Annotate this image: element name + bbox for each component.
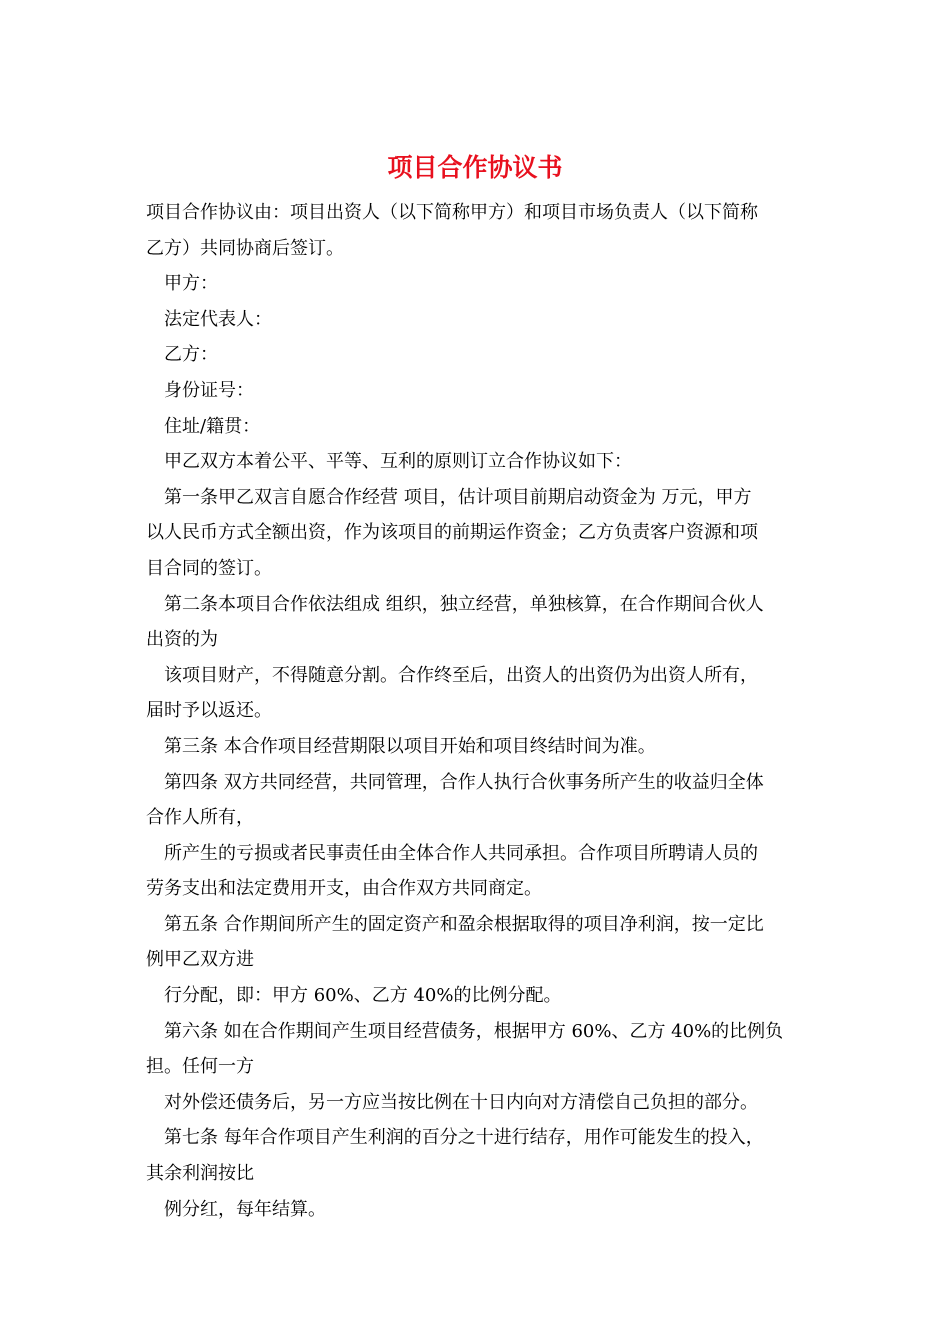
- party-b-label: 乙方：: [164, 344, 218, 366]
- article-4-line: 第四条 双方共同经营，共同管理，合作人执行合伙事务所产生的收益归全体: [164, 771, 764, 793]
- article-1-line: 目合同的签订。: [146, 557, 272, 579]
- article-6-line: 对外偿还债务后，另一方应当按比例在十日内向对方清偿自己负担的部分。: [164, 1091, 758, 1113]
- article-7-line: 第七条 每年合作项目产生利润的百分之十进行结存，用作可能发生的投入，: [164, 1127, 764, 1149]
- article-2-line: 出资的为: [146, 629, 218, 651]
- article-1-line: 以人民币方式全额出资，作为该项目的前期运作资金；乙方负责客户资源和项: [146, 522, 758, 544]
- article-5-line: 例甲乙双方进: [146, 949, 254, 971]
- article-3-line: 第三条 本合作项目经营期限以项目开始和项目终结时间为准。: [164, 735, 656, 757]
- address-label: 住址/籍贯：: [164, 415, 261, 437]
- article-4-line: 合作人所有，: [146, 807, 254, 829]
- article-7-line: 例分红，每年结算。: [164, 1198, 326, 1220]
- paragraph-line: 甲乙双方本着公平、平等、互利的原则订立合作协议如下：: [164, 451, 632, 473]
- article-4-line: 所产生的亏损或者民事责任由全体合作人共同承担。合作项目所聘请人员的: [164, 842, 758, 864]
- article-2-line: 第二条本项目合作依法组成 组织，独立经营，单独核算，在合作期间合伙人: [164, 593, 764, 615]
- id-number-label: 身份证号：: [164, 379, 254, 401]
- article-7-line: 其余利润按比: [146, 1163, 254, 1185]
- party-a-label: 甲方：: [164, 273, 218, 295]
- document-body: [146, 195, 806, 1227]
- article-5-line: 行分配，即：甲方 60%、乙方 40%的比例分配。: [164, 985, 562, 1007]
- paragraph-line: 项目合作协议由：项目出资人（以下简称甲方）和项目市场负责人（以下简称: [146, 202, 758, 223]
- article-2-line: 该项目财产，不得随意分割。合作终至后，出资人的出资仍为出资人所有，: [164, 664, 758, 686]
- legal-representative-label: 法定代表人：: [164, 308, 272, 330]
- article-2-line: 届时予以返还。: [146, 700, 272, 722]
- document-title: 项目合作协议书: [387, 153, 563, 182]
- article-6-line: 第六条 如在合作期间产生项目经营债务，根据甲方 60%、乙方 40%的比例负: [164, 1020, 784, 1042]
- article-5-line: 第五条 合作期间所产生的固定资产和盈余根据取得的项目净利润，按一定比: [164, 913, 764, 935]
- article-6-line: 担。任何一方: [146, 1056, 254, 1078]
- article-1-line: 第一条甲乙双言自愿合作经营 项目，估计项目前期启动资金为 万元，甲方: [164, 486, 752, 508]
- article-4-line: 劳务支出和法定费用开支，由合作双方共同商定。: [146, 878, 542, 900]
- paragraph-line: 乙方）共同协商后签订。: [146, 237, 344, 259]
